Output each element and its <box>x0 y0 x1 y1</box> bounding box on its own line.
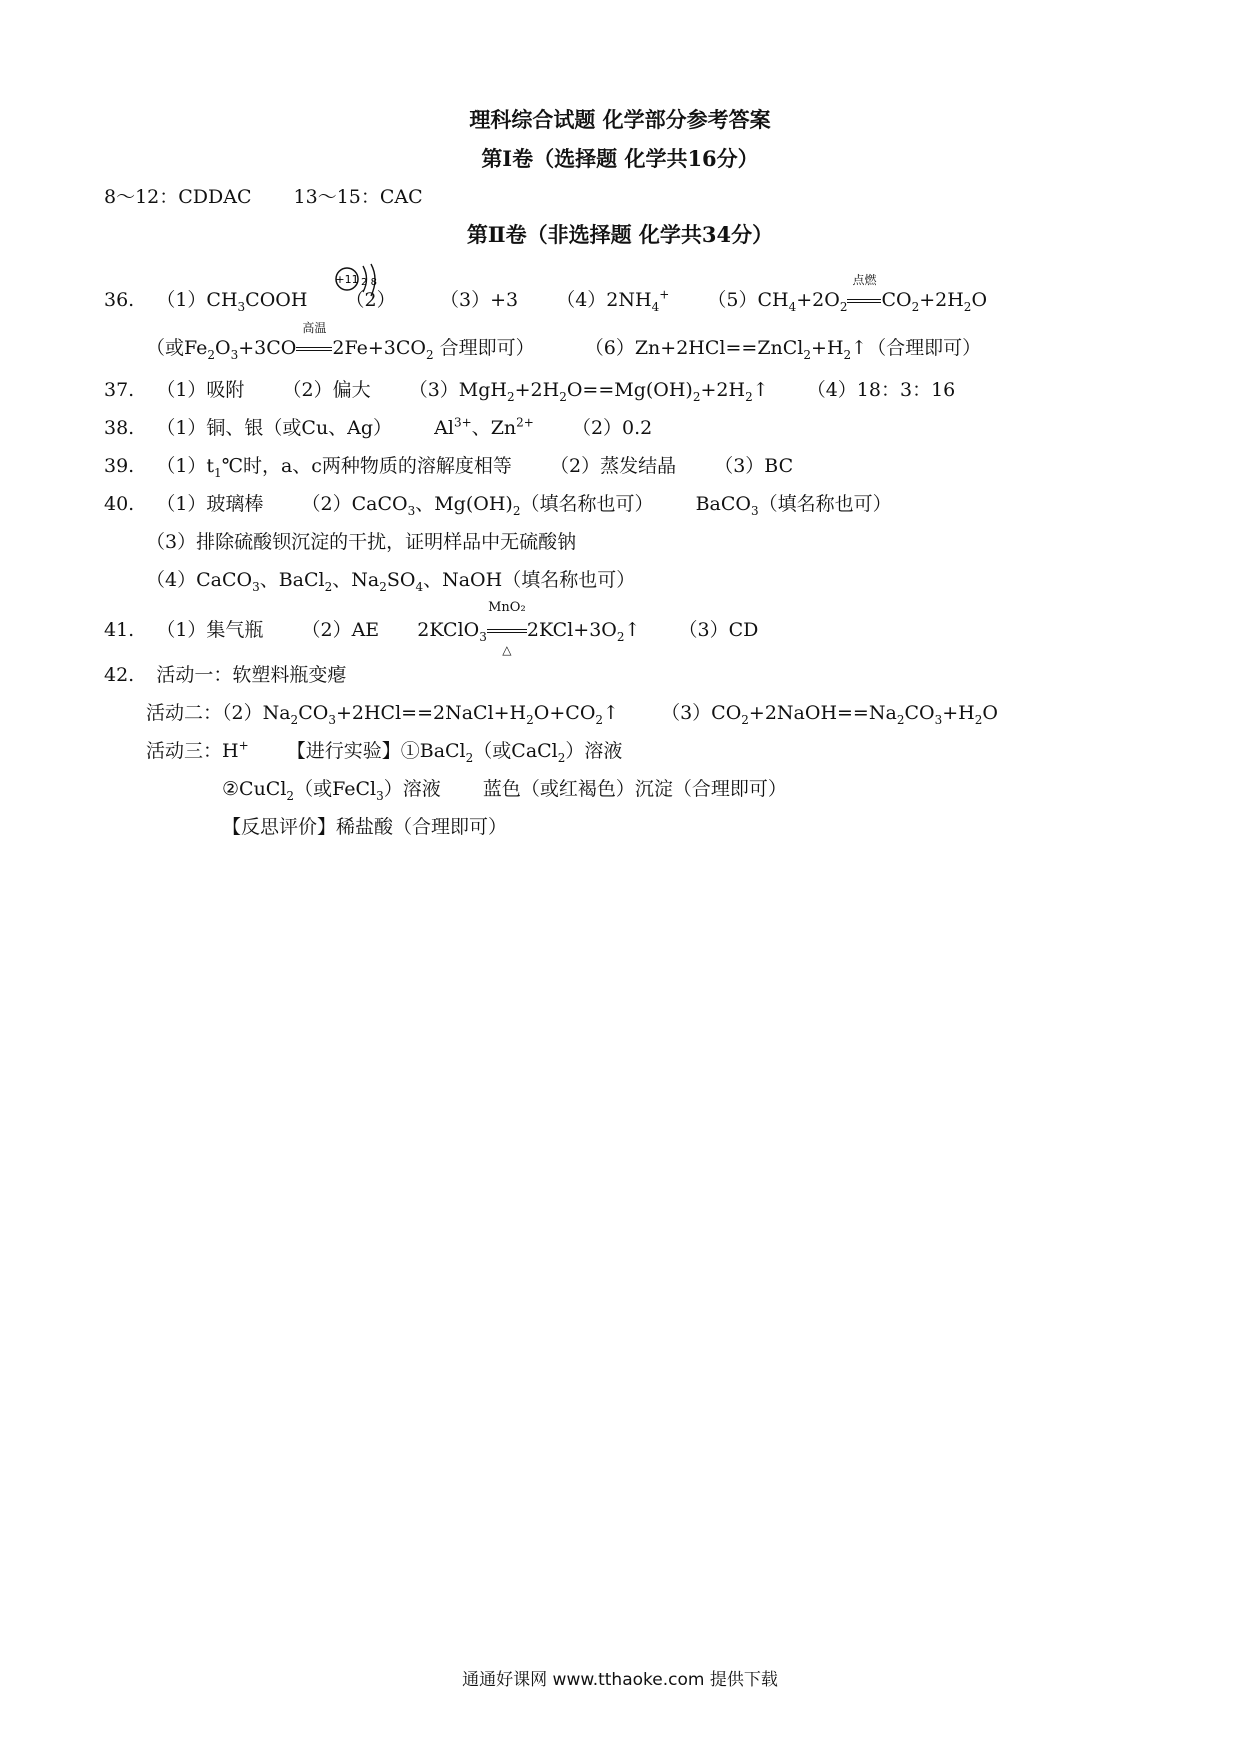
q42-act1: 42. 活动一：软塑料瓶变瘪 <box>104 664 347 686</box>
q36-line1: 36. $(1)CH_3COOH$ （2） <box>104 289 396 314</box>
q42-reflection: 【反思评价】稀盐酸（合理即可） <box>222 816 508 838</box>
page-title: 理科综合试题 化学部分参考答案 <box>469 107 771 132</box>
q36-line1-right: （3）+3 $(4)2NH_4^+$ $(5)CH_4+2O_2$ 点燃 $CO_2+2H_2O$ <box>440 273 988 314</box>
q39: 39. $(1)t_1℃$时，a、c两种物质的溶解度相等 （2）蒸发结晶 （3）BC <box>104 455 794 480</box>
part2-heading: 第Ⅱ卷（非选择题 化学共34分） <box>466 222 774 247</box>
q36-line2: （或$Fe_2O_3+3CO$ 高温 $2Fe+3CO_2$ 合理即可） $(6)Zn+2HCl==ZnCl_2+H_2↑$（合理即可） <box>146 321 982 362</box>
question-number: 38. <box>104 417 135 439</box>
question-number: 39. <box>104 455 135 477</box>
reaction-condition: 高温 <box>296 336 332 360</box>
question-number: 40. <box>104 493 135 515</box>
reaction-condition: MnO₂ △ <box>488 600 526 657</box>
q41: 41. （1）集气瓶 （2）AE 2KClO$_3$ MnO₂ △ $2KCl+3O_2↑$ （3）CD <box>104 600 759 657</box>
atom-shells: 2 8 <box>361 277 377 288</box>
q42-act3: 活动三：H+ 【进行实验】①BaCl$_2$（或CaCl$_2$）溶液 <box>146 738 623 765</box>
footer-source: 通通好课网 www.tthaoke.com 提供下载 <box>462 1670 778 1690</box>
q38: 38. （1）铜、银（或Cu、Ag） $Al^{3+}$、$Zn^{2+}$ （2）0.2 <box>104 415 653 439</box>
q37: 37. （1）吸附 （2）偏大 $(3)MgH_2+2H_2O==Mg(OH)_2+2H_2↑$ （4）18：3：16 <box>104 379 956 404</box>
q40-line3: （4）CaCO$_3$、BaCl$_2$、$Na_2SO_4$、NaOH（填名称也可） <box>146 569 636 594</box>
reaction-condition: 点燃 <box>847 288 881 312</box>
question-number: 42. <box>104 664 135 686</box>
answer-range-1: 8～12：CDDAC <box>104 186 252 208</box>
question-number: 37. <box>104 379 135 401</box>
part1-answers <box>104 185 423 209</box>
q42-act2: 活动二：$(2)Na_2CO_3+2HCl==2NaCl+H_2O+CO_2↑$ $(3)CO_2+2NaOH==Na_2CO_3+H_2O$ <box>146 702 998 727</box>
part1-heading: 第Ⅰ卷（选择题 化学共16分） <box>481 146 759 171</box>
sodium-atom-structure-diagram <box>333 262 393 300</box>
answer-range-2: 13～15：CAC <box>293 186 423 208</box>
q40-line2: （3）排除硫酸钡沉淀的干扰，证明样品中无硫酸钠 <box>146 531 577 553</box>
atom-nucleus: +11 <box>335 273 359 286</box>
question-number: 36. <box>104 289 135 311</box>
question-number: 41. <box>104 619 135 641</box>
q40-line1: 40. （1）玻璃棒 （2）CaCO$_3$、$Mg(OH)_2$（填名称也可） BaCO$_3$（填名称也可） <box>104 493 892 518</box>
q42-act3-line2: ②CuCl$_2$（或FeCl$_3$）溶液 蓝色（或红褐色）沉淀（合理即可） <box>222 778 787 803</box>
